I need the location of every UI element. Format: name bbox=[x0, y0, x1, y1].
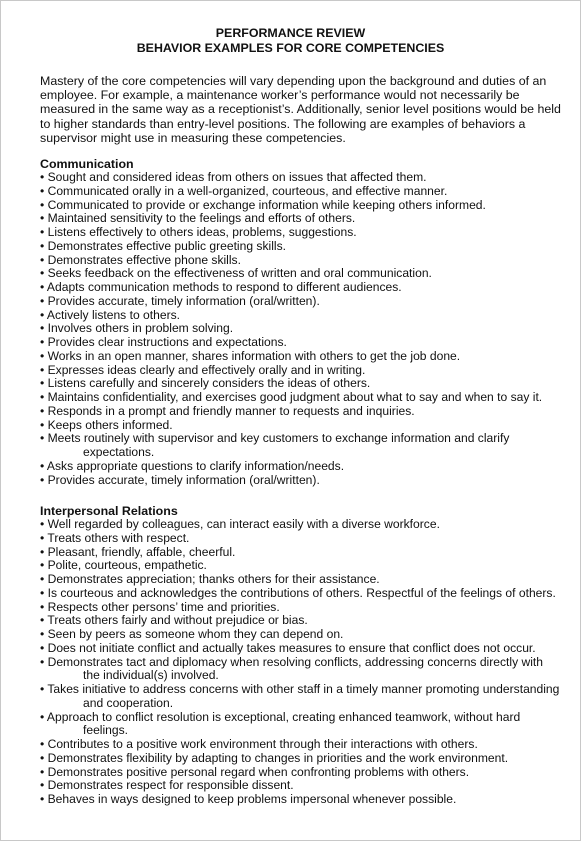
list-item bbox=[40, 212, 570, 226]
list-item-text: • Listens carefully and sincerely considers the ideas of others. bbox=[40, 376, 371, 391]
list-item bbox=[40, 656, 570, 684]
list-item bbox=[40, 738, 570, 752]
list-item-continuation: expectations. bbox=[83, 445, 155, 459]
list-item-text: • Sought and considered ideas from others on issues that affected them. bbox=[40, 170, 427, 184]
list-item bbox=[40, 185, 570, 199]
list-item bbox=[40, 295, 570, 309]
list-item-text: • Provides clear instructions and expectations. bbox=[40, 335, 287, 349]
list-item-text: • Communicated to provide or exchange information while keeping others informed. bbox=[40, 197, 486, 212]
list-item bbox=[40, 171, 570, 185]
list-item bbox=[40, 460, 570, 474]
list-item bbox=[40, 350, 570, 364]
list-item bbox=[40, 518, 570, 532]
list-item-text: • Seeks feedback on the effectiveness of written and oral communication. bbox=[40, 266, 432, 281]
list-item bbox=[40, 559, 570, 573]
list-item-text: • Maintained sensitivity to the feelings and efforts of others. bbox=[40, 211, 356, 226]
list-item bbox=[40, 322, 570, 336]
list-item-continuation: and cooperation. bbox=[83, 695, 174, 710]
list-item-text: • Responds in a prompt and friendly manner to requests and inquiries. bbox=[40, 403, 415, 418]
list-item-text: • Adapts communication methods to respond to different audiences. bbox=[40, 280, 402, 294]
list-item bbox=[40, 281, 570, 295]
list-item-text: • Communicated orally in a well-organized, courteous, and effective manner. bbox=[40, 183, 448, 198]
list-item-text: • Demonstrates positive personal regard when confronting problems with others. bbox=[40, 764, 470, 779]
communication-list bbox=[40, 171, 570, 487]
list-item-text: • Expresses ideas clearly and effectively orally and in writing. bbox=[40, 362, 366, 377]
list-item-text: • Keeps others informed. bbox=[40, 417, 173, 432]
list-item-text: • Demonstrates effective public greeting skills. bbox=[40, 238, 286, 253]
list-item bbox=[40, 546, 570, 560]
list-item bbox=[40, 642, 570, 656]
communication-heading: Communication bbox=[40, 157, 134, 171]
list-item-text: • Approach to conflict resolution is exceptional, creating enhanced teamwork, without hard bbox=[40, 709, 521, 724]
list-item bbox=[40, 364, 570, 378]
list-item bbox=[40, 614, 570, 628]
list-item bbox=[40, 226, 570, 240]
list-item-text: • Pleasant, friendly, affable, cheerful. bbox=[40, 544, 236, 559]
list-item-text: • Provides accurate, timely information (oral/written). bbox=[40, 293, 320, 308]
list-item-text: • Demonstrates appreciation; thanks others for their assistance. bbox=[40, 572, 380, 586]
list-item bbox=[40, 779, 570, 793]
list-item-text: • Involves others in problem solving. bbox=[40, 321, 234, 336]
communication-section bbox=[40, 157, 570, 487]
list-item bbox=[40, 766, 570, 780]
interpersonal-heading: Interpersonal Relations bbox=[40, 504, 178, 518]
list-item-text: • Works in an open manner, shares information with others to get the job done. bbox=[40, 348, 461, 363]
list-item-text: • Meets routinely with supervisor and key customers to exchange information and clarify bbox=[40, 431, 510, 446]
list-item-text: • Demonstrates flexibility by adapting to changes in priorities and the work environment. bbox=[40, 750, 509, 765]
list-item bbox=[40, 532, 570, 546]
list-item bbox=[40, 683, 570, 711]
list-item-text: • Demonstrates tact and diplomacy when resolving conflicts, addressing concerns directly with bbox=[40, 654, 543, 669]
list-item-text: • Is courteous and acknowledges the contributions of others. Respectful of the feelings of others. bbox=[40, 585, 556, 600]
interpersonal-list bbox=[40, 518, 570, 807]
list-item bbox=[40, 336, 570, 350]
list-item bbox=[40, 601, 570, 615]
list-item bbox=[40, 240, 570, 254]
list-item-text: • Respects other persons’ time and priorities. bbox=[40, 599, 280, 614]
list-item bbox=[40, 793, 570, 807]
list-item-continuation: the individual(s) involved. bbox=[83, 668, 219, 683]
list-item-text: • Contributes to a positive work environment through their interactions with others. bbox=[40, 737, 478, 751]
list-item-text: • Demonstrates respect for responsible dissent. bbox=[40, 778, 294, 793]
list-item bbox=[40, 309, 570, 323]
list-item-text: • Listens effectively to others ideas, problems, suggestions. bbox=[40, 225, 357, 239]
list-item bbox=[40, 254, 570, 268]
list-item-text: • Maintains confidentiality, and exercises good judgment about what to say and when to say it. bbox=[40, 390, 543, 404]
list-item bbox=[40, 432, 570, 460]
list-item bbox=[40, 573, 570, 587]
list-item-text: • Polite, courteous, empathetic. bbox=[40, 558, 207, 573]
list-item-text: • Treats others with respect. bbox=[40, 530, 190, 545]
interpersonal-section bbox=[40, 504, 570, 807]
list-item-text: • Asks appropriate questions to clarify information/needs. bbox=[40, 458, 345, 473]
list-item-text: • Well regarded by colleagues, can interact easily with a diverse workforce. bbox=[40, 517, 440, 531]
list-item bbox=[40, 405, 570, 419]
list-item-continuation: feelings. bbox=[83, 723, 129, 738]
list-item bbox=[40, 199, 570, 213]
list-item bbox=[40, 377, 570, 391]
list-item bbox=[40, 474, 570, 488]
document-title: PERFORMANCE REVIEW bbox=[215, 26, 366, 40]
list-item bbox=[40, 711, 570, 739]
list-item-text: • Behaves in ways designed to keep problems impersonal whenever possible. bbox=[40, 792, 457, 806]
list-item bbox=[40, 752, 570, 766]
list-item bbox=[40, 267, 570, 281]
list-item-text: • Actively listens to others. bbox=[40, 307, 181, 322]
document-subtitle: BEHAVIOR EXAMPLES FOR CORE COMPETENCIES bbox=[136, 41, 445, 55]
intro-paragraph: Mastery of the core competencies will vary depending upon the background and duties of an employee. For example, a maintenance worker’s performance would not necessarily be measured in the same way as a receptionist’s. Additionally, senior level positions would be held to higher standards than entry-level positions. The following are examples of behaviors a supervisor might use in measuring these competencies. bbox=[40, 74, 561, 145]
list-item bbox=[40, 419, 570, 433]
list-item-text: • Provides accurate, timely information (oral/written). bbox=[40, 472, 320, 487]
list-item-text: • Treats others fairly and without prejudice or bias. bbox=[40, 613, 308, 628]
list-item-text: • Seen by peers as someone whom they can depend on. bbox=[40, 627, 344, 641]
list-item-text: • Does not initiate conflict and actually takes measures to ensure that conflict does not occur. bbox=[40, 640, 536, 655]
list-item bbox=[40, 628, 570, 642]
list-item-text: • Demonstrates effective phone skills. bbox=[40, 252, 241, 267]
list-item bbox=[40, 391, 570, 405]
list-item-text: • Takes initiative to address concerns with other staff in a timely manner promoting understanding bbox=[40, 682, 560, 696]
list-item bbox=[40, 587, 570, 601]
